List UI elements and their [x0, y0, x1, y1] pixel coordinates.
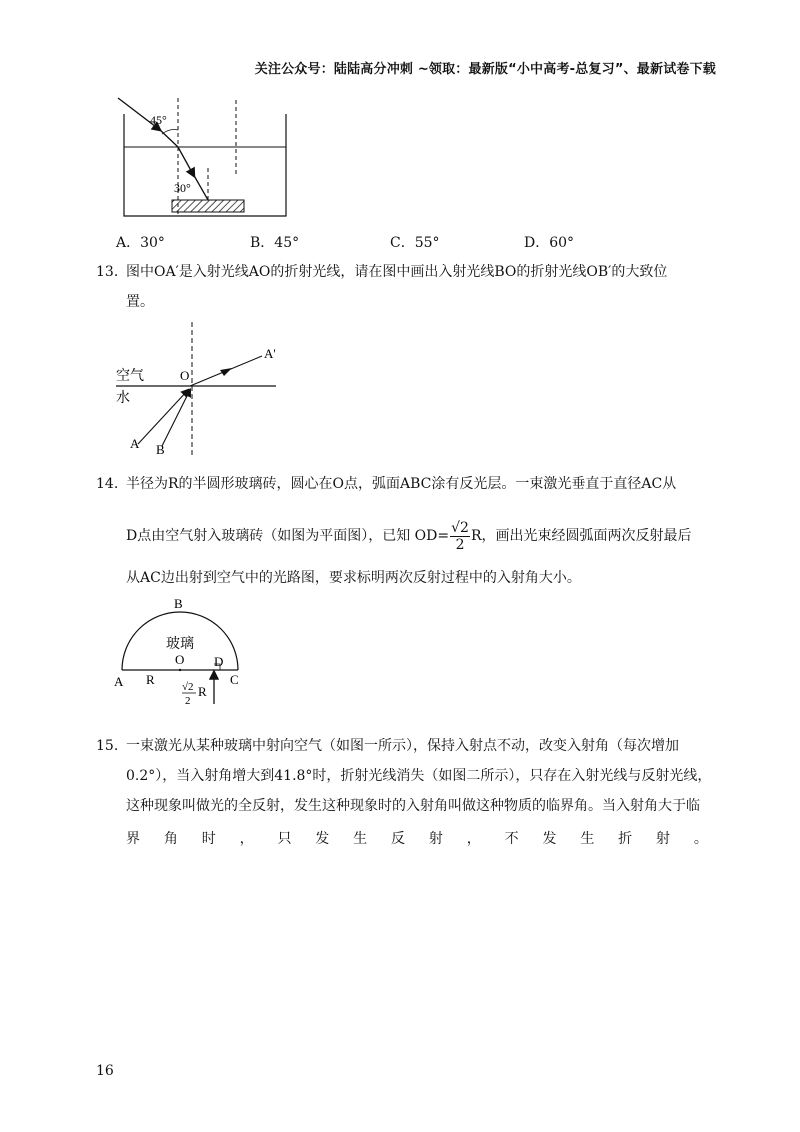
q15-char: 不 — [504, 831, 519, 847]
q14-line2 — [126, 516, 691, 556]
label-a: A — [130, 436, 140, 451]
ray-arrow — [220, 368, 232, 376]
option-c: C．55° — [390, 235, 440, 251]
label-frac-num: √2 — [182, 681, 194, 693]
label-d: D — [214, 654, 224, 669]
label-c: C — [230, 672, 239, 687]
q13-number: 13. — [96, 264, 119, 280]
label-frac-r: R — [198, 684, 207, 699]
q15-char: ， — [239, 831, 254, 847]
q14-number: 14. — [96, 476, 119, 492]
page-number: 16 — [96, 1063, 114, 1079]
q15-char: 生 — [353, 831, 368, 847]
q13-line1: 图中OA′是入射光线AO的折射光线，请在图中画出入射光线BO的折射光线OB′的大致位 — [126, 264, 668, 280]
q15-line4 — [126, 828, 708, 848]
q14-frac-num: √2 — [451, 519, 469, 536]
q14-frac-den: 2 — [455, 536, 465, 553]
refracted-ray-2 — [192, 172, 208, 200]
label-a: A — [114, 674, 124, 689]
q14-fraction — [450, 520, 470, 553]
q13-figure — [112, 318, 292, 460]
option-a: A．30° — [116, 235, 165, 251]
angle-30-label: 30° — [174, 181, 191, 195]
label-frac-den: 2 — [185, 695, 191, 707]
q15-line1: 一束激光从某种玻璃中射向空气（如图一所示），保持入射点不动，改变入射角（每次增加 — [126, 738, 679, 754]
mirror-plate — [172, 200, 244, 212]
q15-char: 射 — [428, 831, 443, 847]
label-air: 空气 — [116, 369, 144, 384]
q14-line1: 半径为R的半圆形玻璃砖，圆心在O点，弧面ABC涂有反光层。一束激光垂直于直径AC从 — [126, 476, 677, 492]
q15-number: 15. — [96, 738, 119, 754]
q15-char: 射 — [656, 831, 671, 847]
q13-line2: 置。 — [126, 294, 154, 310]
label-water: 水 — [116, 391, 130, 406]
q12-figure — [110, 94, 310, 224]
q15-char: ， — [466, 831, 481, 847]
q15-char: 生 — [580, 831, 595, 847]
q15-char: 角 — [163, 831, 178, 847]
angle-45-label: 45° — [150, 113, 167, 127]
refracted-ray — [178, 147, 194, 176]
q15-char: 界 — [126, 831, 140, 847]
q15-char: 时 — [201, 831, 216, 847]
q14-line3: 从AC边出射到空气中的光路图，要求标明两次反射过程中的入射角大小。 — [126, 570, 581, 586]
q15-char: 只 — [277, 831, 292, 847]
ray-b — [162, 390, 190, 446]
q14-line2-before: D点由空气射入玻璃砖（如图为平面图），已知 OD= — [126, 528, 450, 544]
label-b: B — [174, 596, 183, 611]
q15-line3: 这种现象叫做光的全反射，发生这种现象时的入射角叫做这种物质的临界角。当入射角大于临 — [126, 798, 700, 814]
q15-char: 反 — [391, 831, 406, 847]
label-o: O — [180, 368, 190, 383]
q15-char: 发 — [315, 831, 330, 847]
q15-char: 折 — [618, 831, 633, 847]
ray-a — [138, 390, 188, 444]
q14-line2-after: R，画出光束经圆弧面两次反射最后 — [470, 528, 692, 544]
q14-figure — [110, 596, 250, 710]
center-o — [179, 669, 181, 671]
q15-char: 发 — [542, 831, 557, 847]
option-b: B．45° — [250, 235, 300, 251]
label-r: R — [146, 672, 155, 687]
q15-line2: 0.2°），当入射角增大到41.8°时，折射光线消失（如图二所示），只存在入射光线与反射光线， — [126, 768, 712, 784]
label-o: O — [175, 652, 185, 667]
label-a-prime: A' — [264, 346, 276, 361]
option-d: D．60° — [524, 235, 575, 251]
q15-char: 。 — [693, 831, 708, 847]
page-header: 关注公众号：陆陆高分冲刺 ~领取：最新版“小中高考-总复习”、最新试卷下载 — [254, 62, 716, 77]
label-b: B — [156, 442, 165, 457]
label-glass: 玻璃 — [166, 637, 194, 652]
